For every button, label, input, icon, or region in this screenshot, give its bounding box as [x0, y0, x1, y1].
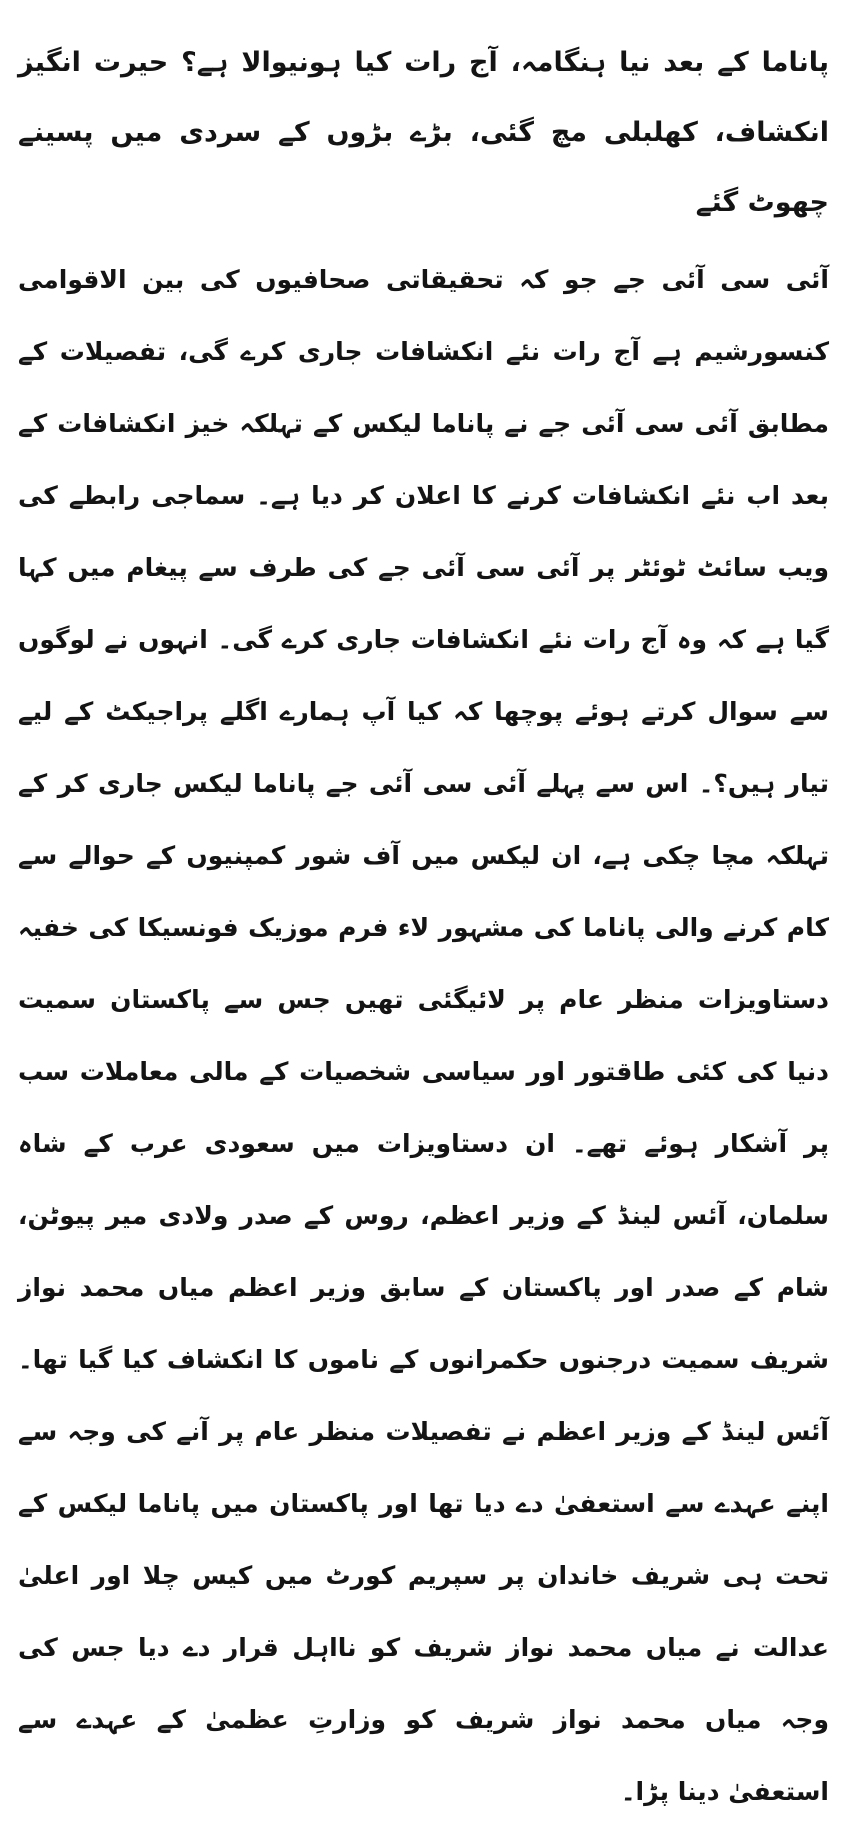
article-headline: پاناما کے بعد نیا ہنگامہ، آج رات کیا ہونیوالا ہے؟ حیرت انگیز انکشاف، کھلبلی مچ گئی، بڑے بڑوں کے سردی میں پسینے چھوٹ گئے	[18, 47, 829, 218]
article-body: آئی سی آئی جے جو کہ تحقیقاتی صحافیوں کی بین الاقوامی کنسورشیم ہے آج رات نئے انکشافات جاری کرے گی، تفصیلات کے مطابق آئی سی آئی جے نے پاناما لیکس کے تہلکہ خیز انکشافات کے بعد اب نئے انکشافات کرنے کا اعلان کر دیا ہے۔ سماجی رابطے کی ویب سائٹ ٹوئٹر پر آئی سی آئی جے کی طرف سے پیغام میں کہا گیا ہے کہ وہ آج رات نئے انکشافات جاری کرے گی۔ انہوں نے لوگوں سے سوال کرتے ہوئے پوچھا کہ کیا آپ ہمارے اگلے پراجیکٹ کے لیے تیار ہیں؟۔ اس سے پہلے آئی سی آئی جے پاناما لیکس جاری کر کے تہلکہ مچا چکی ہے، ان لیکس میں آف شور کمپنیوں کے حوالے سے کام کرنے والی پاناما کی مشہور لاء فرم موزیک فونسیکا کی خفیہ دستاویزات منظر عام پر لائیگئی تھیں جس سے پاکستان سمیت دنیا کی کئی طاقتور اور سیاسی شخصیات کے مالی معاملات سب پر آشکار ہوئے تھے۔ ان دستاویزات میں سعودی عرب کے شاہ سلمان، آئس لینڈ کے وزیر اعظم، روس کے صدر ولادی میر پیوٹن، شام کے صدر اور پاکستان کے سابق وزیر اعظم میاں محمد نواز شریف سمیت درجنوں حکمرانوں کے ناموں کا انکشاف کیا گیا تھا۔ آئس لینڈ کے وزیر اعظم نے تفصیلات منظر عام پر آنے کی وجہ سے اپنے عہدے سے استعفیٰ دے دیا تھا اور پاکستان میں پاناما لیکس کے تحت ہی شریف خاندان پر سپریم کورٹ میں کیس چلا اور اعلیٰ عدالت نے میاں محمد نواز شریف کو نااہل قرار دے دیا جس کی وجہ میاں محمد نواز شریف کو وزارتِ عظمیٰ کے عہدے سے استعفیٰ دینا پڑا۔	[18, 265, 829, 1806]
